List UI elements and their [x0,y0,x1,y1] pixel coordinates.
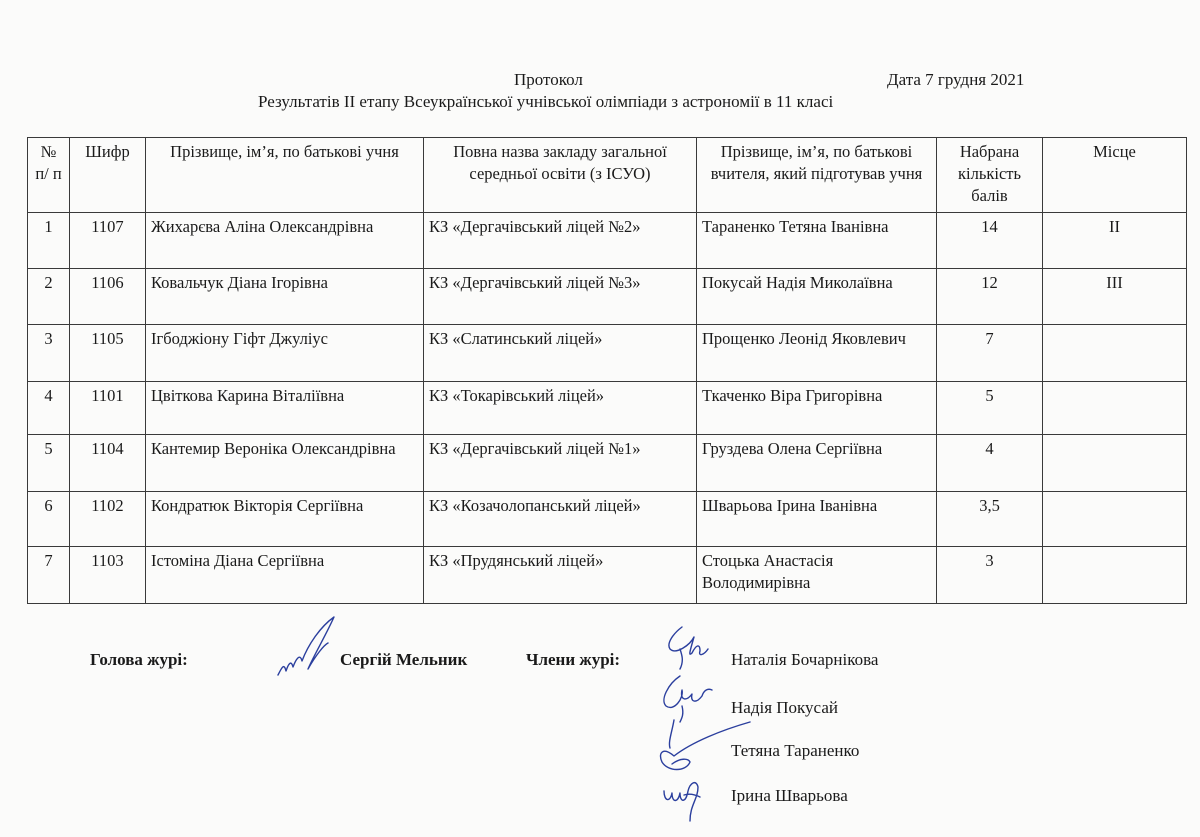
member-signature-icon [660,625,720,675]
jury-member-name: Ірина Шварьова [731,786,848,805]
cell-student: Кондратюк Вікторія Сергіївна [146,492,424,547]
column-header-number: № п/ п [28,138,70,213]
column-header-score: Набрана кількість балів [937,138,1043,213]
table-row [28,547,1187,604]
cell-score: 12 [937,269,1043,325]
cell-teacher: Прощенко Леонід Яковлевич [697,325,937,382]
cell-number: 6 [28,492,70,547]
cell-score: 5 [937,382,1043,435]
cell-school: КЗ «Дергачівський ліцей №3» [424,269,697,325]
cell-score: 3,5 [937,492,1043,547]
cell-score: 3 [937,547,1043,604]
cell-code: 1102 [70,492,146,547]
cell-code: 1106 [70,269,146,325]
cell-school: КЗ «Прудянський ліцей» [424,547,697,604]
cell-teacher: Покусай Надія Миколаївна [697,269,937,325]
member-signature-icon [660,775,710,825]
jury-member-name: Надія Покусай [731,698,838,717]
cell-place: ІІ [1043,213,1187,269]
cell-score: 14 [937,213,1043,269]
cell-number: 2 [28,269,70,325]
column-header-place: Місце [1043,138,1187,213]
cell-teacher: Шварьова Ірина Іванівна [697,492,937,547]
table-row [28,382,1187,435]
cell-code: 1104 [70,435,146,492]
cell-place [1043,492,1187,547]
jury-member-name: Наталія Бочарнікова [731,650,879,669]
cell-school: КЗ «Козачолопанський ліцей» [424,492,697,547]
cell-school: КЗ «Токарівський ліцей» [424,382,697,435]
document-date: Дата 7 грудня 2021 [887,70,1025,89]
results-table [27,137,1187,604]
cell-school: КЗ «Слатинський ліцей» [424,325,697,382]
column-header-code: Шифр [70,138,146,213]
cell-student: Істоміна Діана Сергіївна [146,547,424,604]
cell-school: КЗ «Дергачівський ліцей №1» [424,435,697,492]
cell-teacher: Ткаченко Віра Григорівна [697,382,937,435]
cell-code: 1107 [70,213,146,269]
jury-members-label: Члени журі: [526,650,621,669]
column-header-school: Повна назва закладу загальної середньої освіти (з ІСУО) [424,138,697,213]
cell-student: Ковальчук Діана Ігорівна [146,269,424,325]
cell-teacher: Груздева Олена Сергіївна [697,435,937,492]
column-header-teacher: Прізвище, ім’я, по батькові вчителя, який підготував учня [697,138,937,213]
table-row [28,213,1187,269]
cell-number: 1 [28,213,70,269]
cell-number: 4 [28,382,70,435]
document-subtitle: Результатів ІІ етапу Всеукраїнської учнівської олімпіади з астрономії в 11 класі [258,92,834,111]
cell-place: ІІІ [1043,269,1187,325]
cell-student: Цвіткова Карина Віталіївна [146,382,424,435]
cell-score: 7 [937,325,1043,382]
cell-code: 1105 [70,325,146,382]
jury-chair-name: Сергій Мельник [340,650,468,669]
jury-chair-label: Голова журі: [90,650,188,669]
cell-school: КЗ «Дергачівський ліцей №2» [424,213,697,269]
cell-place [1043,547,1187,604]
cell-student: Кантемир Вероніка Олександрівна [146,435,424,492]
table-row [28,269,1187,325]
cell-score: 4 [937,435,1043,492]
cell-place [1043,435,1187,492]
chair-signature-icon [268,615,348,685]
member-signature-icon [656,672,716,722]
cell-place [1043,325,1187,382]
table-row [28,435,1187,492]
cell-place [1043,382,1187,435]
table-header-row [28,138,1187,213]
cell-code: 1101 [70,382,146,435]
cell-student: Жихарєва Аліна Олександрівна [146,213,424,269]
cell-code: 1103 [70,547,146,604]
cell-number: 7 [28,547,70,604]
column-header-student: Прізвище, ім’я, по батькові учня [146,138,424,213]
cell-number: 3 [28,325,70,382]
cell-number: 5 [28,435,70,492]
table-row [28,492,1187,547]
document-title: Протокол [514,70,583,89]
jury-member-name: Тетяна Тараненко [731,741,860,760]
table-row [28,325,1187,382]
cell-teacher: Стоцька Анастасія Володимирівна [697,547,937,604]
cell-student: Ігбоджіону Гіфт Джуліус [146,325,424,382]
cell-teacher: Тараненко Тетяна Іванівна [697,213,937,269]
